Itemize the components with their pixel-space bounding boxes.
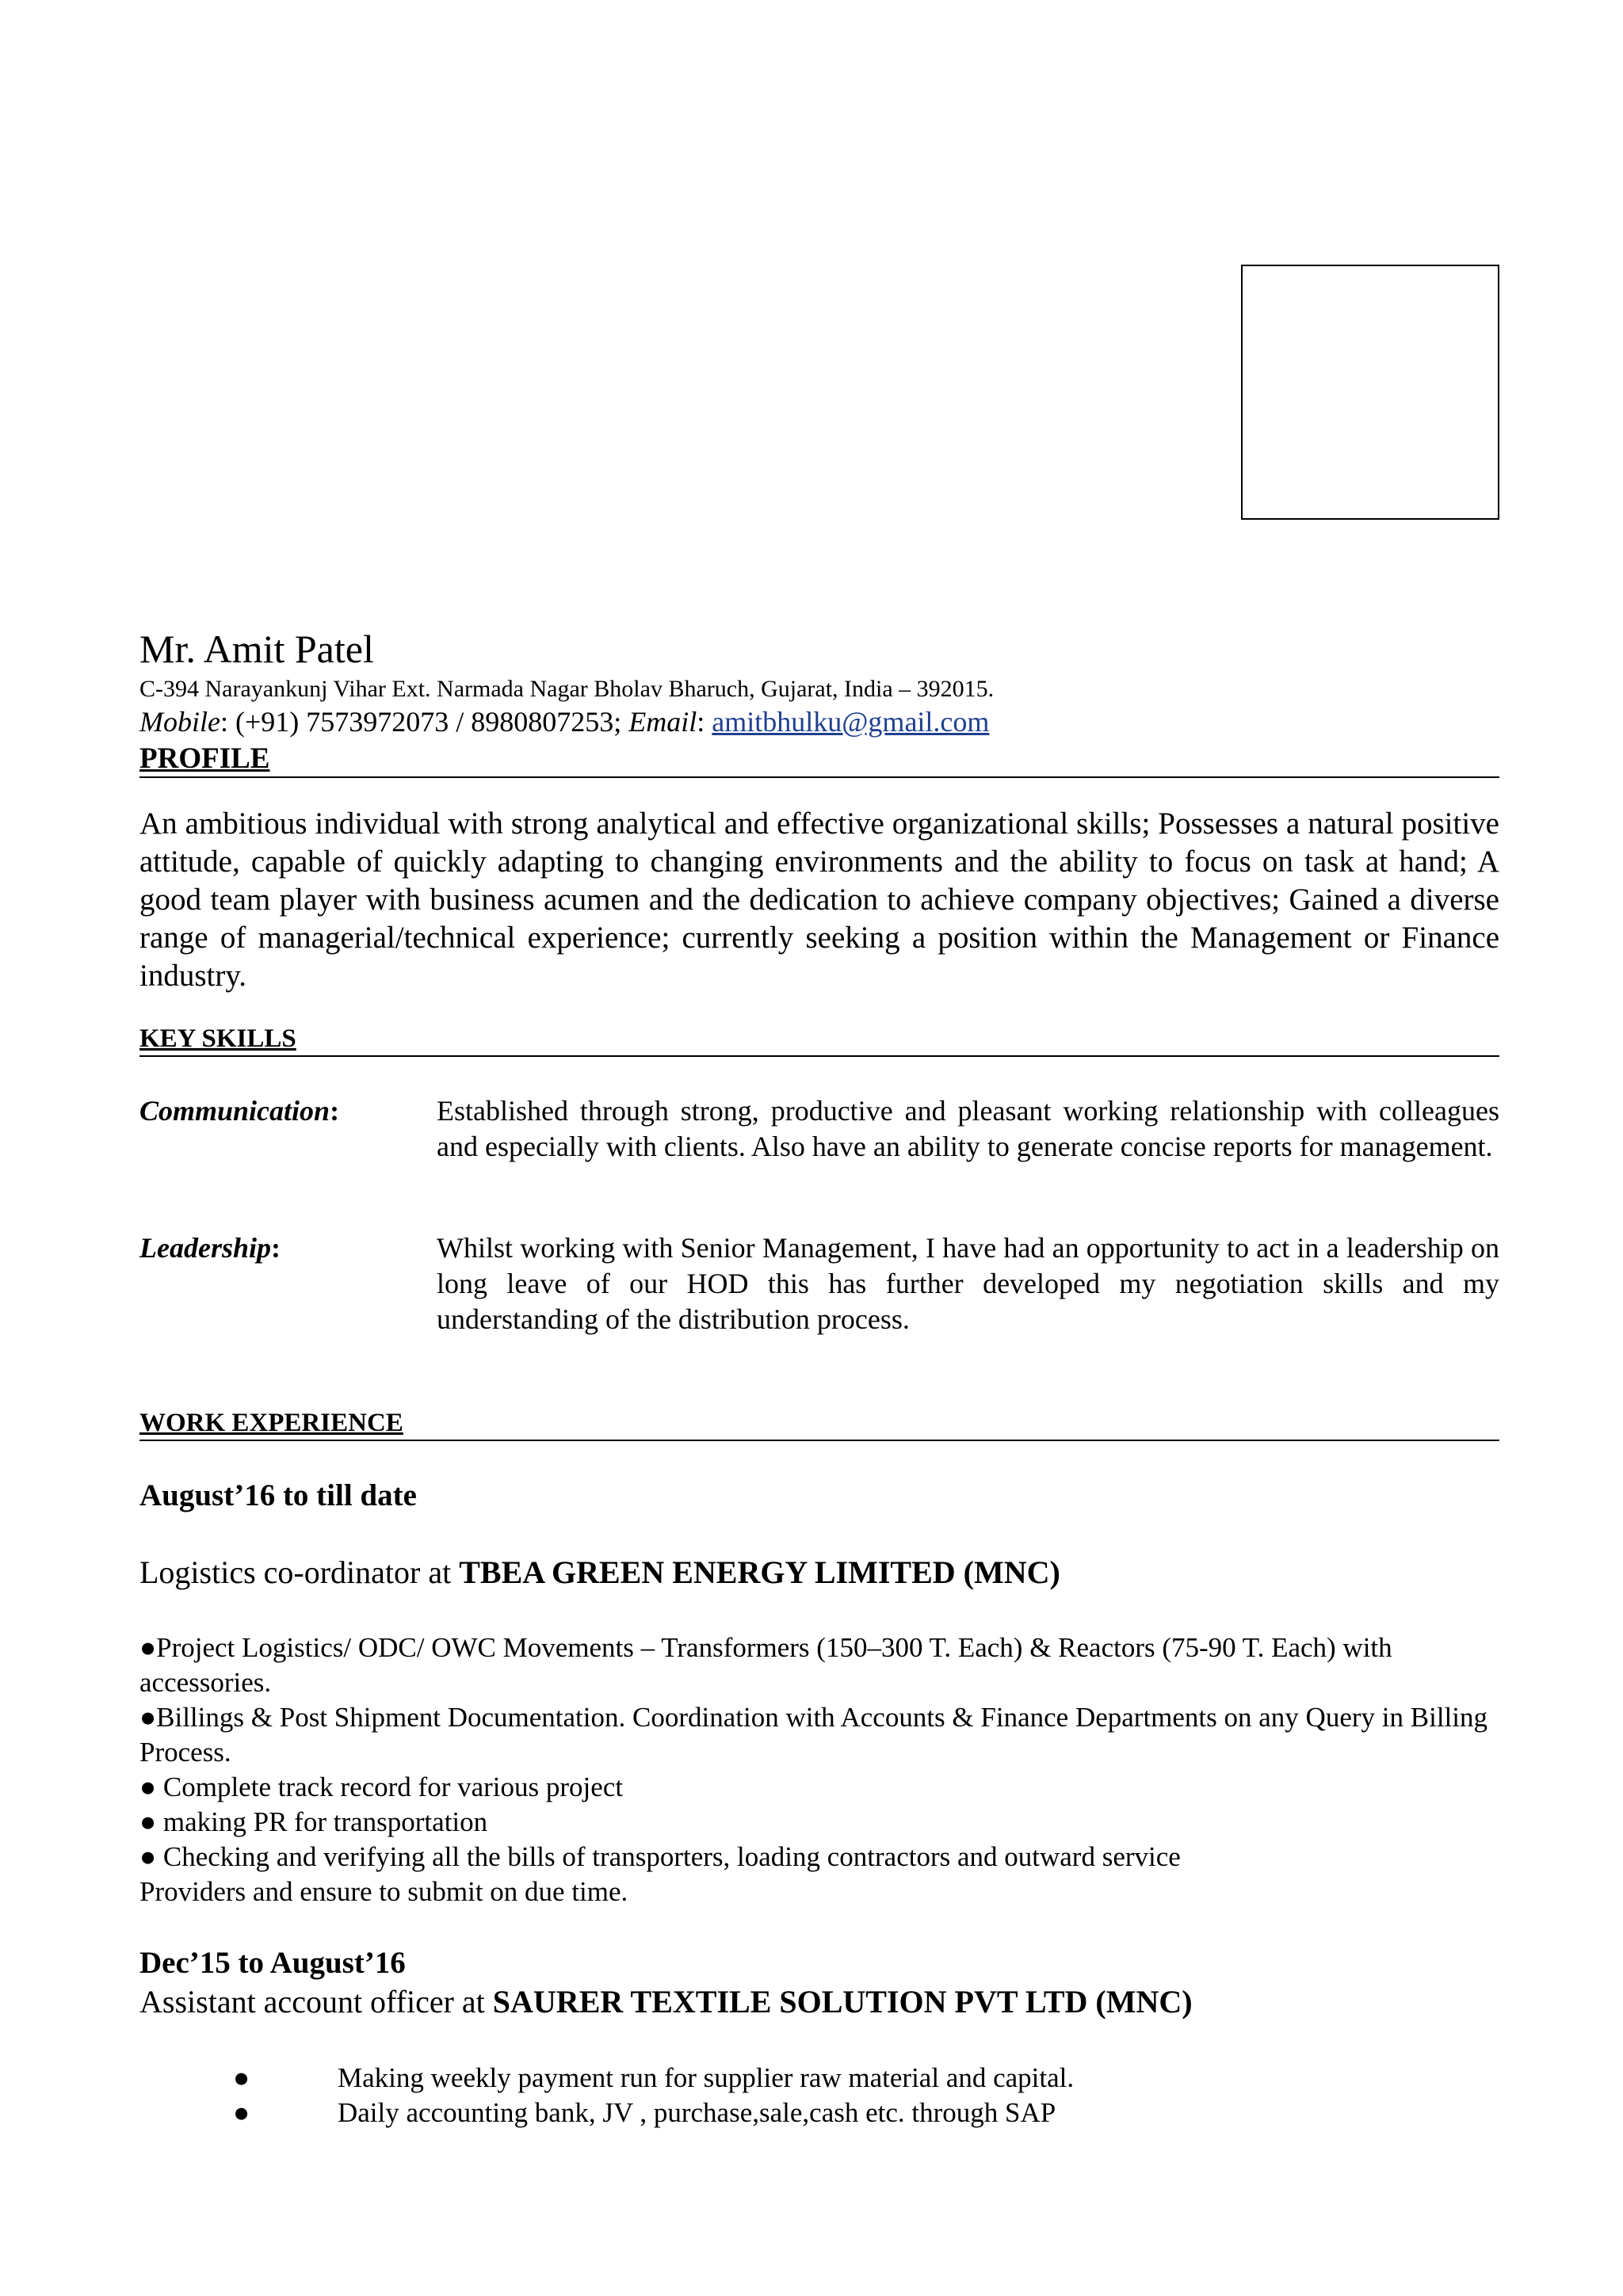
skill-label-text: Communication bbox=[139, 1095, 330, 1127]
list-item: Providers and ensure to submit on due time. bbox=[139, 1876, 628, 1907]
list-item: ● Complete track record for various project bbox=[139, 1772, 624, 1802]
skill-label-colon: : bbox=[330, 1095, 340, 1127]
job-company: TBEA GREEN ENERGY LIMITED (MNC) bbox=[459, 1554, 1060, 1590]
job-company: SAURER TEXTILE SOLUTION PVT LTD (MNC) bbox=[492, 1984, 1193, 2019]
list-item-text: Making weekly payment run for supplier raw material and capital. bbox=[338, 2062, 1075, 2093]
skill-text-leadership: Whilst working with Senior Management, I have had an opportunity to act in a leadership on long leave of our HOD this has further developed my negotiation skills and my understanding of the distribution process. bbox=[437, 1232, 1499, 1335]
contact-line bbox=[139, 704, 989, 740]
bullet-dot: ● bbox=[233, 2062, 250, 2093]
skill-label-communication bbox=[139, 1093, 339, 1129]
profile-text: An ambitious individual with strong analytical and effective organizational skills; Possesses a natural positive attitude, capable of quickly adapting to changing environments and the ability to focus on task at hand; A good team player with business acumen and the dedication to achieve company objectives; Gained a diverse range of managerial/technical experience; currently seeking a position within the Management or Finance industry. bbox=[139, 807, 1499, 993]
email-link[interactable]: amitbhulku@gmail.com bbox=[712, 706, 990, 738]
list-item: ● making PR for transportation bbox=[139, 1806, 488, 1837]
list-item bbox=[139, 2096, 1499, 2130]
list-item bbox=[139, 2061, 1499, 2096]
profile-heading: PROFILE bbox=[139, 742, 1499, 778]
job-role: Logistics co-ordinator at bbox=[139, 1554, 460, 1590]
job-role: Assistant account officer at bbox=[139, 1984, 493, 2019]
email-separator: : bbox=[697, 706, 712, 738]
skill-text-communication: Established through strong, productive and pleasant working relationship with colleagues and especially with clients. Also have an ability to generate concise reports for management. bbox=[437, 1095, 1499, 1162]
skill-label-leadership bbox=[139, 1230, 281, 1266]
work-experience-heading: WORK EXPERIENCE bbox=[139, 1406, 1499, 1441]
list-item: ● Checking and verifying all the bills of transporters, loading contractors and outward service bbox=[139, 1841, 1181, 1872]
candidate-name: Mr. Amit Patel bbox=[139, 627, 374, 671]
mobile-value: : (+91) 7573972073 / 8980807253; bbox=[220, 706, 629, 738]
list-item: ●Project Logistics/ ODC/ OWC Movements – Transformers (150–300 T. Each) & Reactors (75-90 T. Each) with accessories. bbox=[139, 1632, 1392, 1698]
job-period: August’16 to till date bbox=[139, 1478, 417, 1512]
skill-label-colon: : bbox=[271, 1232, 281, 1264]
job-bullets bbox=[139, 1630, 1499, 1909]
job-bullets bbox=[139, 2061, 1499, 2130]
photo-placeholder bbox=[1241, 265, 1499, 520]
skill-label-text: Leadership bbox=[139, 1232, 271, 1264]
address: C-394 Narayankunj Vihar Ext. Narmada Nagar Bholav Bharuch, Gujarat, India – 392015. bbox=[139, 676, 995, 702]
email-label: Email bbox=[628, 706, 697, 738]
mobile-label: Mobile bbox=[139, 706, 220, 738]
job-period: Dec’15 to August’16 bbox=[139, 1946, 406, 1980]
list-item: ●Billings & Post Shipment Documentation. Coordination with Accounts & Finance Departments on any Query in Billing Process. bbox=[139, 1702, 1487, 1768]
list-item-text: Daily accounting bank, JV , purchase,sale,cash etc. through SAP bbox=[338, 2097, 1056, 2128]
job-title-line bbox=[139, 1553, 1060, 1592]
key-skills-heading: KEY SKILLS bbox=[139, 1022, 1499, 1057]
bullet-dot: ● bbox=[233, 2097, 250, 2128]
job-title-line bbox=[139, 1982, 1193, 2022]
